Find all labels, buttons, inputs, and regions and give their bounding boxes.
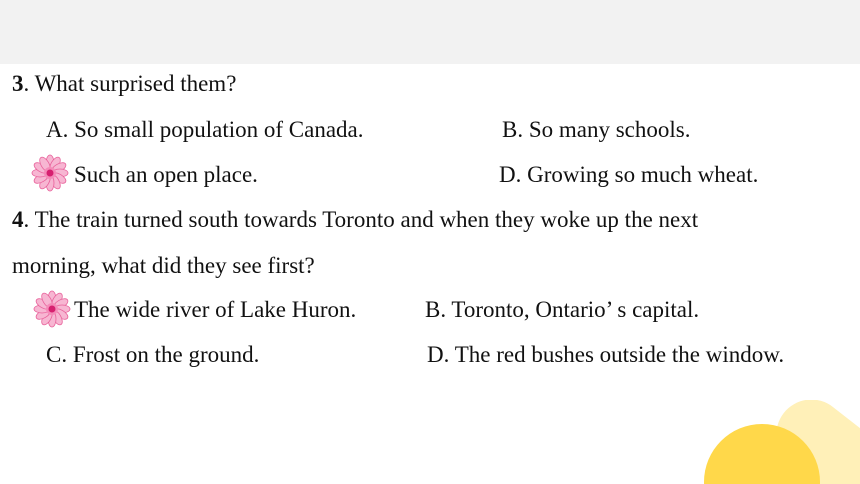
q3-option-a[interactable]: A. So small population of Canada. [46, 117, 364, 142]
q3-option-c[interactable]: Such an open place. [74, 162, 258, 187]
question-3-text: . What surprised them? [23, 71, 237, 96]
question-4-number: 4 [12, 207, 24, 232]
question-4-text-line1: . The train turned south towards Toronto and when they woke up the next [23, 207, 699, 232]
question-4-text-line2: morning, what did they see first? [12, 253, 315, 278]
q3-option-d[interactable]: D. Growing so much wheat. [499, 162, 759, 187]
flower-icon [33, 290, 71, 328]
q4-option-a[interactable]: The wide river of Lake Huron. [74, 297, 357, 322]
corner-decoration [700, 400, 860, 484]
q3-option-b[interactable]: B. So many schools. [502, 117, 691, 142]
question-3 [12, 70, 236, 98]
q4-option-d[interactable]: D. The red bushes outside the window. [427, 342, 785, 367]
q4-option-c[interactable]: C. Frost on the ground. [46, 342, 260, 367]
flower-icon [31, 154, 69, 192]
question-4 [12, 206, 698, 234]
q4-option-b[interactable]: B. Toronto, Ontario’ s capital. [425, 297, 700, 322]
question-3-number: 3 [12, 71, 24, 96]
header-bar [0, 0, 860, 64]
